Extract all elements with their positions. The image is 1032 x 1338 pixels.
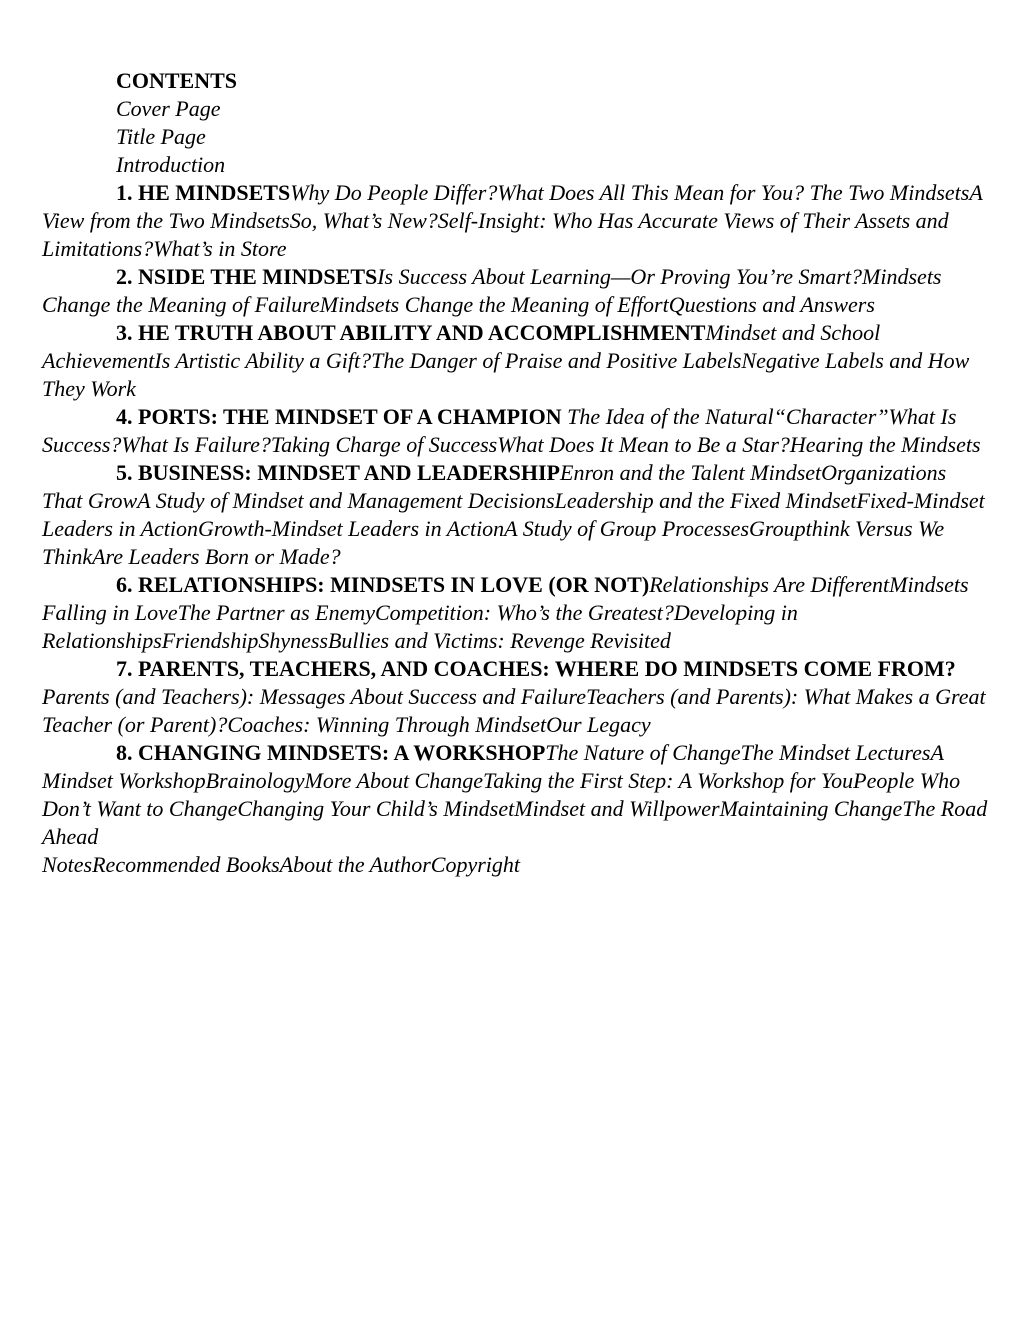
front-matter-cover-page[interactable]: Cover Page: [116, 96, 221, 121]
chapter-8-entry: [42, 739, 992, 851]
chapter-5-title[interactable]: 5. BUSINESS: MINDSET AND LEADERSHIP: [116, 460, 560, 485]
chapter-6-sections[interactable]: Relationships Are DifferentMindsets Falling in LoveThe Partner as EnemyCompetition: Who’s the Greatest?Developing in RelationshipsFriendshipShynessBullies and Victims: Revenge Revisited: [42, 572, 969, 653]
chapter-6-entry: [42, 571, 992, 655]
contents-page: [42, 67, 992, 879]
chapter-5-sections[interactable]: Enron and the Talent MindsetOrganizations That GrowA Study of Mindset and Management DecisionsLeadership and the Fixed MindsetFixed-Mindset Leaders in ActionGrowth-Mindset Leaders in ActionA Study of Group ProcessesGroupthink Versus We ThinkAre Leaders Born or Made?: [42, 460, 985, 569]
chapter-4-sections[interactable]: The Idea of the Natural“Character”What Is Success?What Is Failure?Taking Charge of SuccessWhat Does It Mean to Be a Star?Hearing the Mindsets: [42, 404, 981, 457]
chapter-2-sections[interactable]: Is Success About Learning—Or Proving You’re Smart?Mindsets Change the Meaning of FailureMindsets Change the Meaning of EffortQuestions and Answers: [42, 264, 942, 317]
chapter-7-sections[interactable]: Parents (and Teachers): Messages About Success and FailureTeachers (and Parents): What Makes a Great Teacher (or Parent)?Coaches: Winning Through MindsetOur Legacy: [42, 684, 986, 737]
chapter-1-title[interactable]: 1. HE MINDSETS: [116, 180, 291, 205]
back-matter-links[interactable]: NotesRecommended BooksAbout the AuthorCopyright: [42, 852, 521, 877]
chapter-2-title[interactable]: 2. NSIDE THE MINDSETS: [116, 264, 378, 289]
front-matter-introduction[interactable]: Introduction: [116, 152, 226, 177]
chapter-8-sections[interactable]: The Nature of ChangeThe Mindset LecturesA Mindset WorkshopBrainologyMore About ChangeTaking the First Step: A Workshop for YouPeople Who Don’t Want to ChangeChanging Your Child’s MindsetMindset and WillpowerMaintaining ChangeThe Road Ahead: [42, 740, 988, 849]
back-matter-entry: [42, 851, 992, 879]
chapter-2-entry: [42, 263, 992, 319]
chapter-4-title[interactable]: 4. PORTS: THE MINDSET OF A CHAMPION: [116, 404, 568, 429]
front-matter-title-page[interactable]: Title Page: [116, 124, 206, 149]
chapter-1-sections[interactable]: Why Do People Differ?What Does All This Mean for You? The Two MindsetsA View from the Two MindsetsSo, What’s New?Self-Insight: Who Has Accurate Views of Their Assets and Limitations?What’s in Store: [42, 180, 983, 261]
chapter-4-entry: [42, 403, 992, 459]
chapter-3-entry: [42, 319, 992, 403]
chapter-8-title[interactable]: 8. CHANGING MINDSETS: A WORKSHOP: [116, 740, 546, 765]
chapter-5-entry: [42, 459, 992, 571]
contents-heading: CONTENTS: [116, 68, 238, 93]
chapter-1-entry: [42, 179, 992, 263]
chapter-7-entry: [42, 655, 992, 739]
chapter-3-title[interactable]: 3. HE TRUTH ABOUT ABILITY AND ACCOMPLISHMENT: [116, 320, 706, 345]
chapter-7-title[interactable]: 7. PARENTS, TEACHERS, AND COACHES: WHERE DO MINDSETS COME FROM?: [116, 656, 956, 681]
chapter-3-sections[interactable]: Mindset and School AchievementIs Artistic Ability a Gift?The Danger of Praise and Positive LabelsNegative Labels and How They Work: [42, 320, 970, 401]
chapter-6-title[interactable]: 6. RELATIONSHIPS: MINDSETS IN LOVE (OR NOT): [116, 572, 650, 597]
